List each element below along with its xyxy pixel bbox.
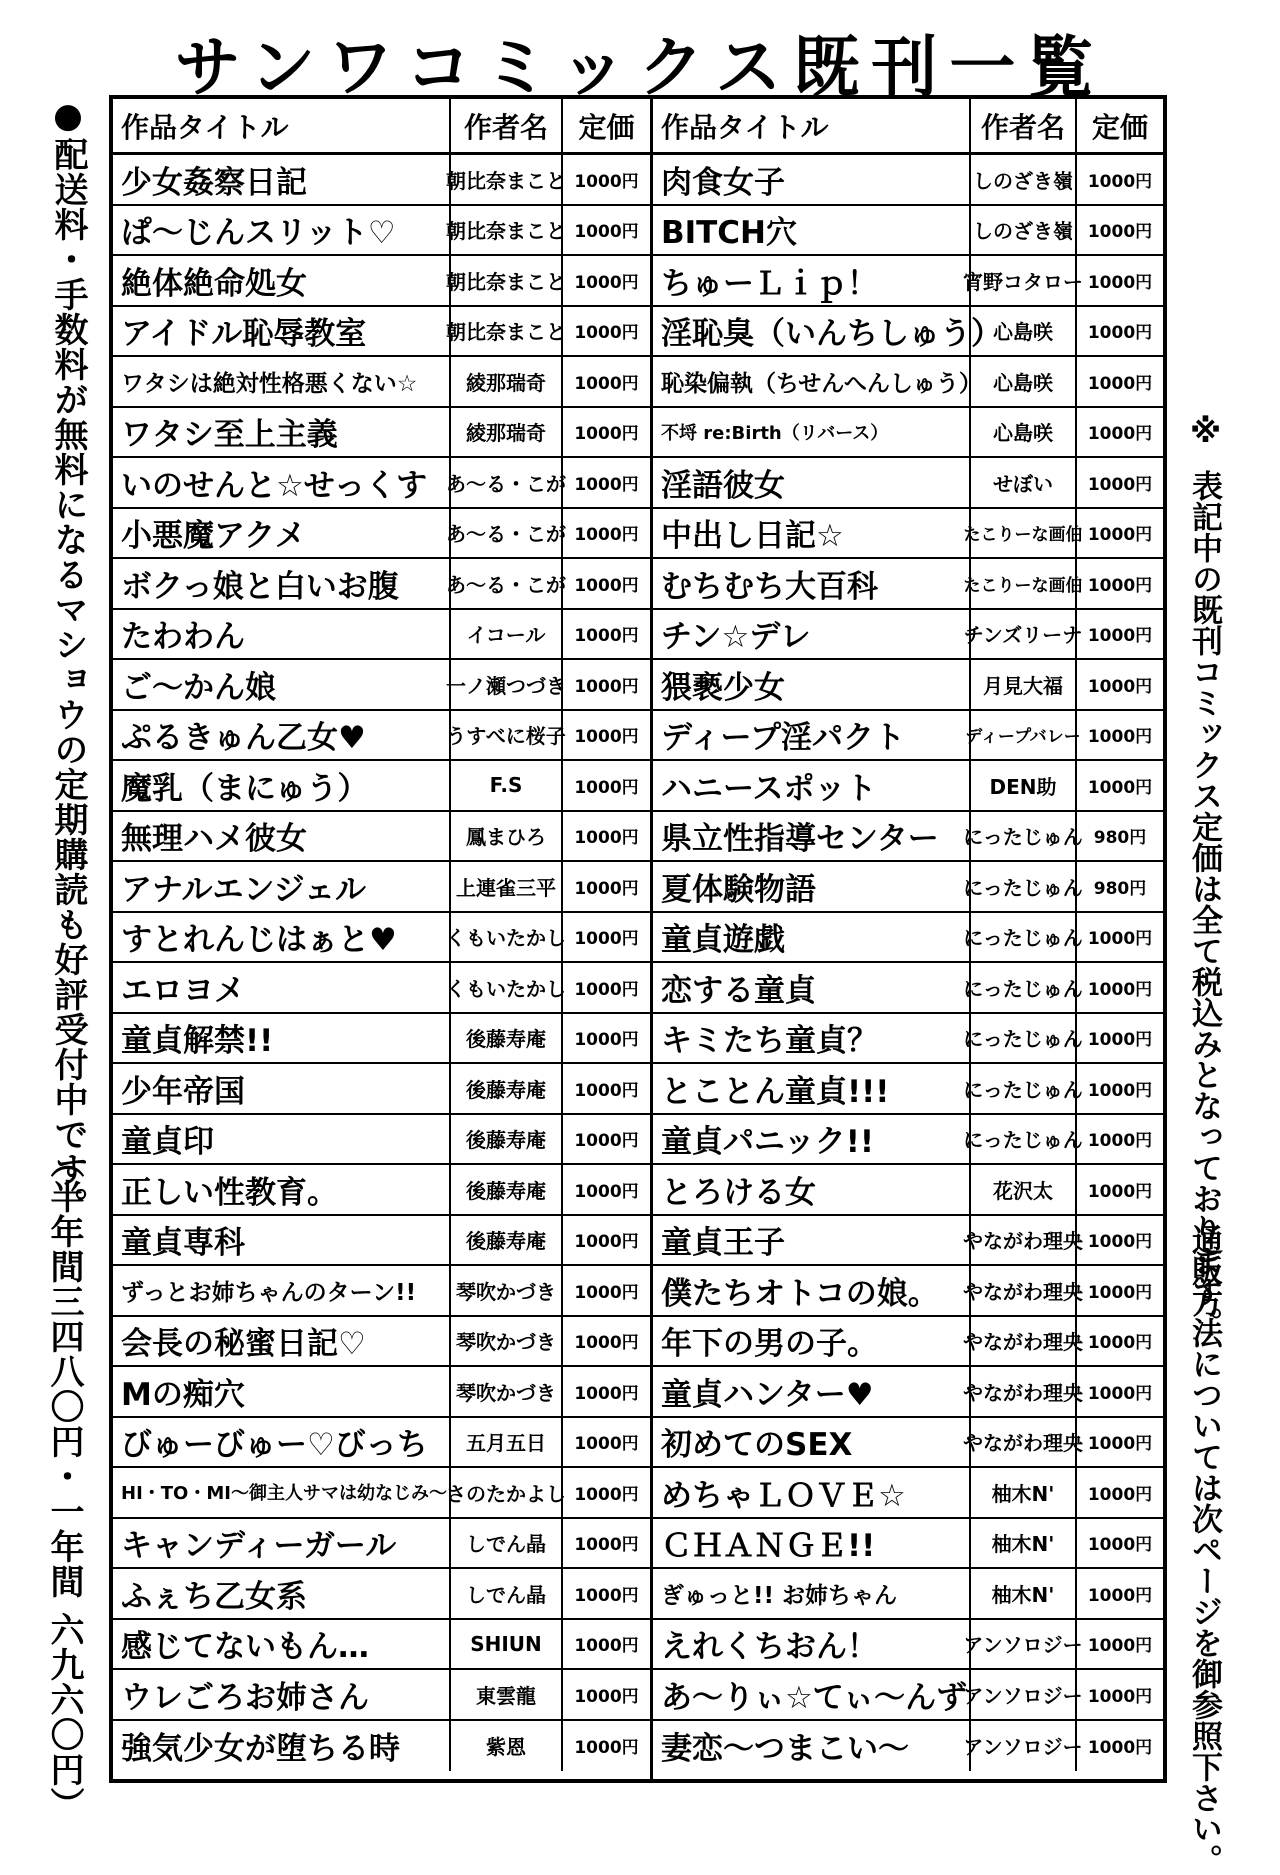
catalog-row <box>113 1418 650 1469</box>
book-author: 朝比奈まこと <box>449 307 561 356</box>
book-price: 1000円 <box>1075 1620 1163 1669</box>
book-title: 妻恋～つまこい～ <box>661 1731 909 1768</box>
book-price: 1000円 <box>561 559 650 608</box>
book-author: 琴吹かづき <box>449 1266 561 1315</box>
book-price: 1000円 <box>561 1165 650 1214</box>
book-price: 1000円 <box>561 509 650 558</box>
book-author: 宵野コタロー <box>969 256 1075 305</box>
book-title: チン☆デレ <box>661 619 811 656</box>
book-title: 童貞印 <box>121 1124 214 1161</box>
catalog-row <box>653 711 1163 762</box>
book-author: 心島咲 <box>969 357 1075 406</box>
book-author: やながわ理央 <box>969 1418 1075 1467</box>
book-title: ウレごろお姉さん <box>121 1679 369 1716</box>
catalog-row <box>113 963 650 1014</box>
book-price: 1000円 <box>1075 357 1163 406</box>
book-author: うすべに桜子 <box>449 711 561 760</box>
book-price: 1000円 <box>561 458 650 507</box>
catalog-row <box>653 1317 1163 1368</box>
book-price: 1000円 <box>561 408 650 457</box>
book-title: あ～りぃ☆てぃ～んず <box>661 1679 968 1716</box>
book-title: ちゅーＬｉｐ！ <box>661 265 878 302</box>
book-author: にったじゅん <box>969 963 1075 1012</box>
book-price: 1000円 <box>561 1418 650 1467</box>
book-title: ＣＨＡＮＧＥ!! <box>661 1528 876 1565</box>
book-price: 1000円 <box>1075 1367 1163 1416</box>
book-title: 童貞遊戯 <box>661 922 785 959</box>
book-price: 1000円 <box>1075 1115 1163 1164</box>
book-title: 恋する童貞 <box>661 972 816 1009</box>
book-title: 夏体験物語 <box>661 871 816 908</box>
book-title: 淫恥臭（いんちしゅう） <box>661 316 1002 353</box>
book-author: せぼい <box>969 458 1075 507</box>
book-title: 童貞ハンター♥ <box>661 1376 874 1413</box>
book-price: 1000円 <box>1075 1216 1163 1265</box>
book-author: 柚木N' <box>969 1468 1075 1517</box>
book-price: 980円 <box>1075 812 1163 861</box>
book-author: イコール <box>449 610 561 659</box>
catalog-row <box>653 357 1163 408</box>
book-price: 1000円 <box>561 812 650 861</box>
book-title: 初めてのSEX <box>661 1427 853 1464</box>
catalog-row <box>653 559 1163 610</box>
book-price: 1000円 <box>1075 1418 1163 1467</box>
book-price: 1000円 <box>1075 1014 1163 1063</box>
catalog-row <box>653 1165 1163 1216</box>
header-author: 作者名 <box>449 99 561 152</box>
book-title: キミたち童貞？ <box>661 1023 878 1060</box>
book-author: にったじゅん <box>969 1014 1075 1063</box>
right-rows <box>653 155 1163 1771</box>
catalog-row <box>113 1569 650 1620</box>
book-title: 肉食女子 <box>661 164 785 201</box>
catalog-row <box>113 711 650 762</box>
book-title: 小悪魔アクメ <box>121 518 306 555</box>
catalog-row <box>653 1367 1163 1418</box>
book-title: 会長の秘蜜日記♡ <box>121 1326 366 1363</box>
book-author: 鳳まひろ <box>449 812 561 861</box>
book-title: 童貞王子 <box>661 1225 785 1262</box>
catalog-row <box>653 812 1163 863</box>
book-title: びゅーびゅー♡びっち <box>121 1427 428 1464</box>
book-author: にったじゅん <box>969 1064 1075 1113</box>
catalog-row <box>113 1115 650 1166</box>
book-author: 心島咲 <box>969 408 1075 457</box>
book-price: 1000円 <box>561 913 650 962</box>
book-author: やながわ理央 <box>969 1367 1075 1416</box>
catalog-row <box>113 256 650 307</box>
catalog-row <box>113 1367 650 1418</box>
book-price: 1000円 <box>1075 1670 1163 1719</box>
catalog-row <box>653 1569 1163 1620</box>
book-title: ワタシ至上主義 <box>121 417 338 454</box>
catalog-row <box>113 1670 650 1721</box>
book-price: 1000円 <box>561 357 650 406</box>
book-author: チンズリーナ <box>969 610 1075 659</box>
book-price: 980円 <box>1075 862 1163 911</box>
subscription-note-text: 配送料・手数料が無料になるマショウの定期購読も好評受付中です。 <box>48 137 88 1222</box>
catalog-row <box>113 1064 650 1115</box>
book-title: すとれんじはぁと♥ <box>121 922 397 959</box>
catalog-row <box>653 1418 1163 1469</box>
book-price: 1000円 <box>1075 408 1163 457</box>
book-author: 一ノ瀬つづき <box>449 660 561 709</box>
book-price: 1000円 <box>1075 1721 1163 1772</box>
catalog-row <box>653 1519 1163 1570</box>
book-author: やながわ理央 <box>969 1266 1075 1315</box>
book-title: ご～かん娘 <box>121 669 276 706</box>
catalog-row <box>653 1115 1163 1166</box>
catalog-row <box>113 357 650 408</box>
book-author: 上連雀三平 <box>449 862 561 911</box>
book-author: くもいたかし <box>449 963 561 1012</box>
book-author: あ～る・こが <box>449 559 561 608</box>
book-title: 無理ハメ彼女 <box>121 821 307 858</box>
book-author: F.S <box>449 761 561 810</box>
book-author: あ～る・こが <box>449 509 561 558</box>
catalog-right-column <box>653 99 1163 1779</box>
catalog-row <box>113 1216 650 1267</box>
book-price: 1000円 <box>561 1367 650 1416</box>
book-author: しでん晶 <box>449 1569 561 1618</box>
book-author: 綾那瑞奇 <box>449 357 561 406</box>
book-price: 1000円 <box>1075 1317 1163 1366</box>
book-price: 1000円 <box>561 761 650 810</box>
book-author: 月見大福 <box>969 660 1075 709</box>
book-title: 少女姦察日記 <box>121 164 307 201</box>
book-title: Mの痴穴 <box>121 1376 245 1413</box>
book-author: アンソロジー <box>969 1620 1075 1669</box>
book-title: 正しい性教育。 <box>121 1174 338 1211</box>
book-author: 後藤寿庵 <box>449 1014 561 1063</box>
subscription-note <box>48 96 88 1222</box>
book-title: ぎゅっと!! お姉ちゃん <box>661 1582 897 1609</box>
book-author: 琴吹かづき <box>449 1367 561 1416</box>
book-author: にったじゅん <box>969 1115 1075 1164</box>
book-author: にったじゅん <box>969 862 1075 911</box>
catalog-left-column <box>113 99 653 1779</box>
book-price: 1000円 <box>1075 509 1163 558</box>
catalog-row <box>653 307 1163 358</box>
catalog-row <box>113 1721 650 1772</box>
book-title: 童貞パニック!! <box>661 1124 875 1161</box>
book-price: 1000円 <box>1075 1064 1163 1113</box>
book-price: 1000円 <box>561 1721 650 1772</box>
book-price: 1000円 <box>1075 1468 1163 1517</box>
note-mark: ※ <box>1190 412 1222 450</box>
header-title: 作品タイトル <box>661 110 829 144</box>
book-title: ボクっ娘と白いお腹 <box>121 568 399 605</box>
header-author: 作者名 <box>969 99 1075 152</box>
book-title: アイドル恥辱教室 <box>121 316 367 353</box>
header-price: 定価 <box>561 99 650 152</box>
book-author: 琴吹かづき <box>449 1317 561 1366</box>
book-author: 朝比奈まこと <box>449 206 561 255</box>
catalog-row <box>653 610 1163 661</box>
book-price: 1000円 <box>1075 256 1163 305</box>
book-price: 1000円 <box>561 307 650 356</box>
book-title: ぱ～じんスリット♡ <box>121 215 396 252</box>
catalog-row <box>653 1721 1163 1772</box>
book-title: いのせんと☆せっくす <box>121 467 428 504</box>
book-author: 柚木N' <box>969 1519 1075 1568</box>
book-price: 1000円 <box>1075 610 1163 659</box>
book-price: 1000円 <box>561 1670 650 1719</box>
catalog-row <box>113 206 650 257</box>
book-author: しでん晶 <box>449 1519 561 1568</box>
book-author: 後藤寿庵 <box>449 1216 561 1265</box>
catalog-row <box>653 1216 1163 1267</box>
catalog-row <box>653 1064 1163 1115</box>
book-author: 五月五日 <box>449 1418 561 1467</box>
catalog-row <box>653 408 1163 459</box>
book-price: 1000円 <box>1075 711 1163 760</box>
book-price: 1000円 <box>1075 913 1163 962</box>
book-author: たこりーな画伯 <box>969 509 1075 558</box>
book-title: 県立性指導センター <box>661 821 939 858</box>
book-title: 感じてないもん… <box>121 1629 369 1666</box>
order-note: 通販方法については次ページを御参照下さい。 <box>1186 1224 1222 1875</box>
book-author: やながわ理央 <box>969 1216 1075 1265</box>
book-author: さのたかよし <box>449 1468 561 1517</box>
book-title: めちゃＬＯＶＥ☆ <box>661 1477 906 1514</box>
book-title: むちむち大百科 <box>661 568 878 605</box>
book-title: 絶体絶命処女 <box>121 265 307 302</box>
catalog-row <box>113 1468 650 1519</box>
catalog-row <box>113 155 650 206</box>
book-author: 紫恩 <box>449 1721 561 1772</box>
book-price: 1000円 <box>561 660 650 709</box>
book-title: えれくちおん！ <box>661 1629 878 1666</box>
book-title: とことん童貞!!! <box>661 1073 890 1110</box>
book-price: 1000円 <box>561 1569 650 1618</box>
book-price: 1000円 <box>561 1115 650 1164</box>
catalog-row <box>113 862 650 913</box>
book-price: 1000円 <box>1075 155 1163 204</box>
book-price: 1000円 <box>561 206 650 255</box>
book-title: 不埒 re:Birth（リバース） <box>661 422 889 444</box>
book-price: 1000円 <box>561 610 650 659</box>
book-title: 少年帝国 <box>121 1073 245 1110</box>
book-title: とろける女 <box>661 1174 816 1211</box>
header-row <box>113 99 650 155</box>
catalog-row <box>113 812 650 863</box>
book-author: しのざき嶺 <box>969 206 1075 255</box>
book-author: 綾那瑞奇 <box>449 408 561 457</box>
catalog-row <box>653 1266 1163 1317</box>
catalog-row <box>113 1014 650 1065</box>
book-price: 1000円 <box>561 256 650 305</box>
catalog-row <box>113 1317 650 1368</box>
catalog-row <box>113 610 650 661</box>
book-title: 恥染偏執（ちせんへんしゅう） <box>661 370 982 397</box>
book-price: 1000円 <box>1075 1519 1163 1568</box>
catalog-row <box>653 1670 1163 1721</box>
catalog-row <box>653 256 1163 307</box>
catalog-row <box>113 408 650 459</box>
book-price: 1000円 <box>561 1216 650 1265</box>
book-title: キャンディーガール <box>121 1528 397 1565</box>
book-price: 1000円 <box>561 862 650 911</box>
book-title: ワタシは絶対性格悪くない☆ <box>121 370 418 397</box>
book-price: 1000円 <box>1075 559 1163 608</box>
book-price: 1000円 <box>561 155 650 204</box>
page-title: サンワコミックス既刊一覧 <box>174 29 1106 106</box>
book-title: 淫語彼女 <box>661 467 785 504</box>
book-title: ずっとお姉ちゃんのターン!! <box>121 1279 417 1306</box>
book-title: ディープ淫パクト <box>661 720 905 757</box>
book-price: 1000円 <box>1075 206 1163 255</box>
book-title: 僕たちオトコの娘。 <box>661 1275 939 1312</box>
subscription-price-note: （半年間三四八〇円・一年間 六九六〇円） <box>44 1144 84 1822</box>
book-price: 1000円 <box>1075 963 1163 1012</box>
catalog-row <box>653 155 1163 206</box>
catalog-row <box>113 509 650 560</box>
book-author: しのざき嶺 <box>969 155 1075 204</box>
catalog-row <box>113 913 650 964</box>
book-title: HI・TO・MI～御主人サマは幼なじみ～ <box>121 1483 447 1505</box>
book-author: アンソロジー <box>969 1670 1075 1719</box>
left-rows <box>113 155 650 1771</box>
catalog-row <box>113 761 650 812</box>
catalog-row <box>113 1165 650 1216</box>
catalog-row <box>113 1519 650 1570</box>
book-author: 東雲龍 <box>449 1670 561 1719</box>
catalog-row <box>113 1620 650 1671</box>
catalog-row <box>653 761 1163 812</box>
catalog-row <box>653 862 1163 913</box>
book-author: DEN助 <box>969 761 1075 810</box>
book-title: 中出し日記☆ <box>661 518 844 555</box>
catalog-row <box>113 559 650 610</box>
catalog-row <box>653 206 1163 257</box>
book-author: SHIUN <box>449 1620 561 1669</box>
book-author: あ～る・こが <box>449 458 561 507</box>
bullet-mark: ● <box>48 96 88 137</box>
book-title: 童貞解禁!! <box>121 1023 274 1060</box>
book-author: くもいたかし <box>449 913 561 962</box>
book-author: 後藤寿庵 <box>449 1064 561 1113</box>
catalog-row <box>653 913 1163 964</box>
book-title: たわわん <box>121 619 245 656</box>
book-title: アナルエンジェル <box>121 871 367 908</box>
book-price: 1000円 <box>561 1064 650 1113</box>
book-author: 後藤寿庵 <box>449 1165 561 1214</box>
tax-note: 表記中の既刊コミックス定価は全て税込みとなっております。 <box>1186 470 1222 1338</box>
book-price: 1000円 <box>1075 1569 1163 1618</box>
catalog-row <box>113 458 650 509</box>
book-title: 猥褻少女 <box>661 669 785 706</box>
book-author: アンソロジー <box>969 1721 1075 1772</box>
book-price: 1000円 <box>1075 660 1163 709</box>
book-title: 童貞専科 <box>121 1225 245 1262</box>
catalog-row <box>653 660 1163 711</box>
book-price: 1000円 <box>1075 761 1163 810</box>
catalog-row <box>113 1266 650 1317</box>
header-price: 定価 <box>1075 99 1163 152</box>
book-title: 強気少女が堕ちる時 <box>121 1731 400 1768</box>
book-title: BITCH穴 <box>661 215 798 252</box>
book-author: やながわ理央 <box>969 1317 1075 1366</box>
book-price: 1000円 <box>561 711 650 760</box>
book-author: にったじゅん <box>969 812 1075 861</box>
catalog-row <box>113 307 650 358</box>
header-title: 作品タイトル <box>121 110 289 144</box>
book-title: エロヨメ <box>121 972 245 1009</box>
book-title: 魔乳（まにゅう） <box>121 770 369 807</box>
book-author: ディープバレー <box>969 711 1075 760</box>
book-author: 柚木N' <box>969 1569 1075 1618</box>
header-row <box>653 99 1163 155</box>
catalog-row <box>653 963 1163 1014</box>
catalog-row <box>653 509 1163 560</box>
book-title: ふぇち乙女系 <box>121 1578 307 1615</box>
book-author: 朝比奈まこと <box>449 155 561 204</box>
book-title: ハニースポット <box>661 770 877 807</box>
catalog-row <box>653 458 1163 509</box>
book-author: 後藤寿庵 <box>449 1115 561 1164</box>
book-price: 1000円 <box>561 1014 650 1063</box>
book-price: 1000円 <box>561 1317 650 1366</box>
book-price: 1000円 <box>561 1468 650 1517</box>
book-title: 年下の男の子。 <box>661 1326 878 1363</box>
book-price: 1000円 <box>1075 458 1163 507</box>
book-price: 1000円 <box>561 963 650 1012</box>
catalog-row <box>653 1468 1163 1519</box>
catalog-row <box>653 1014 1163 1065</box>
book-author: 朝比奈まこと <box>449 256 561 305</box>
book-title: ぷるきゅん乙女♥ <box>121 720 366 757</box>
book-price: 1000円 <box>561 1620 650 1669</box>
book-price: 1000円 <box>1075 1266 1163 1315</box>
book-price: 1000円 <box>1075 307 1163 356</box>
book-author: 花沢太 <box>969 1165 1075 1214</box>
catalog-row <box>653 1620 1163 1671</box>
catalog-row <box>113 660 650 711</box>
book-price: 1000円 <box>561 1266 650 1315</box>
book-price: 1000円 <box>561 1519 650 1568</box>
catalog-table <box>109 95 1167 1783</box>
book-author: 心島咲 <box>969 307 1075 356</box>
book-author: にったじゅん <box>969 913 1075 962</box>
book-price: 1000円 <box>1075 1165 1163 1214</box>
book-author: たこりーな画伯 <box>969 559 1075 608</box>
